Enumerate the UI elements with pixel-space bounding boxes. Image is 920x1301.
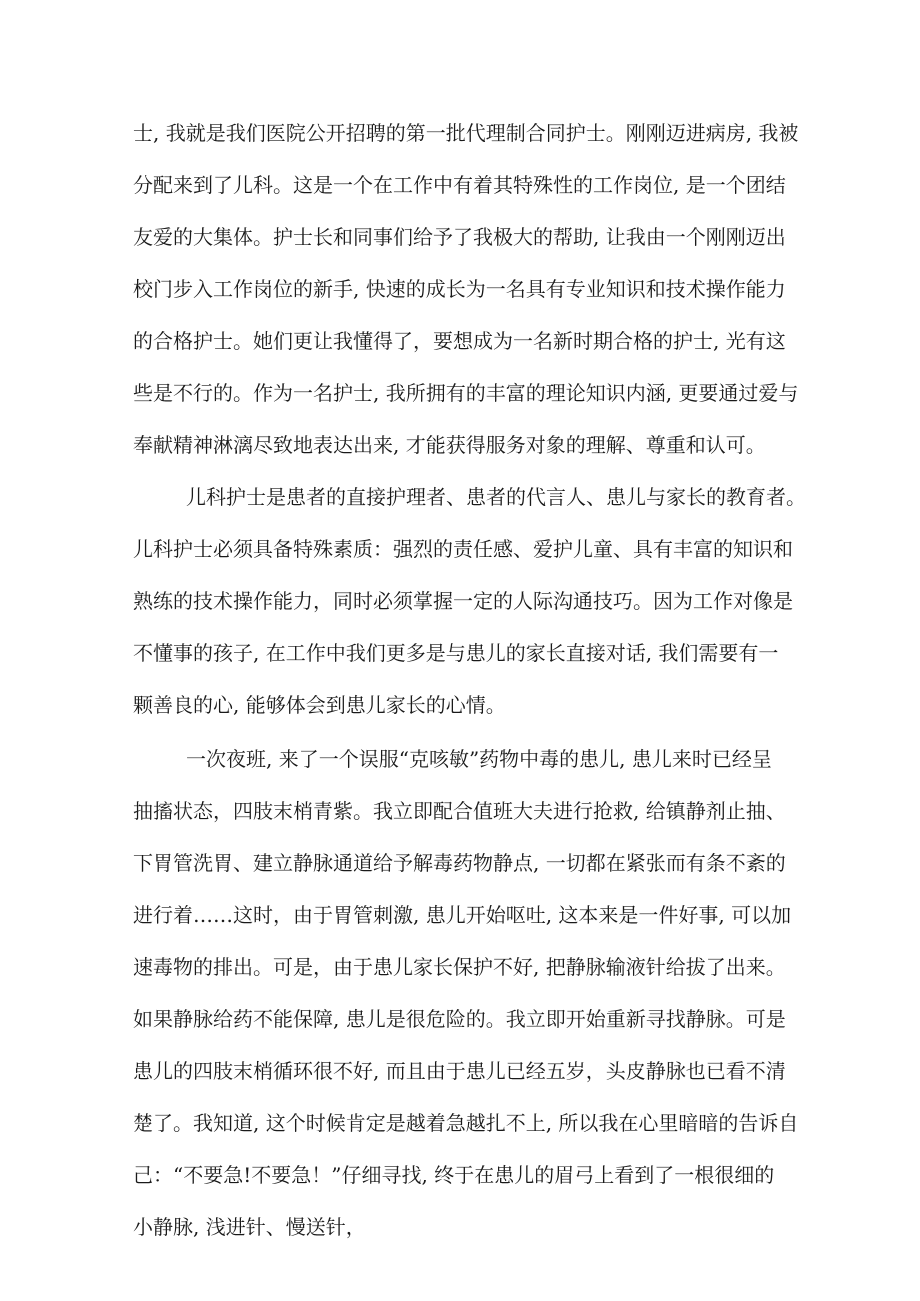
paragraph-3-line-10: 小静脉, 浅进针、慢送针， bbox=[133, 1215, 366, 1239]
paragraph-1-line-1: 士, 我就是我们医院公开招聘的第一批代理制合同护士。刚刚迈进病房, 我被 bbox=[133, 121, 799, 145]
paragraph-1-line-3: 友爱的大集体。护士长和同事们给予了我极大的帮助, 让我由一个刚刚迈出 bbox=[133, 225, 786, 249]
paragraph-1-line-6: 些是不行的。作为一名护士, 我所拥有的丰富的理论知识内涵, 更要通过爱与 bbox=[133, 381, 799, 405]
paragraph-3-line-6: 如果静脉给药不能保障, 患儿是很危险的。我立即开始重新寻找静脉。可是 bbox=[133, 1007, 786, 1031]
paragraph-2-line-1: 儿科护士是患者的直接护理者、患者的代言人、患儿与家长的教育者。 bbox=[186, 485, 806, 509]
paragraph-1-line-4: 校门步入工作岗位的新手, 快速的成长为一名具有专业知识和技术操作能力 bbox=[133, 277, 786, 301]
paragraph-2-line-5: 颗善良的心, 能够体会到患儿家长的心情。 bbox=[133, 693, 506, 717]
paragraph-3-line-3: 下胃管洗胃、建立静脉通道给予解毒药物静点, 一切都在紧张而有条不紊的 bbox=[133, 851, 786, 875]
paragraph-2-line-3: 熟练的技术操作能力，同时必须掌握一定的人际沟通技巧。因为工作对像是 bbox=[133, 589, 793, 613]
paragraph-1-line-5: 的合格护士。她们更让我懂得了，要想成为一名新时期合格的护士, 光有这 bbox=[133, 329, 786, 353]
paragraph-3-line-9: 己：“不要急!不要急！”仔细寻找, 终于在患儿的眉弓上看到了一根很细的 bbox=[133, 1163, 775, 1187]
paragraph-2-line-4: 不懂事的孩子, 在工作中我们更多是与患儿的家长直接对话, 我们需要有一 bbox=[133, 641, 779, 665]
paragraph-3-line-2: 抽搐状态，四肢末梢青紫。我立即配合值班大夫进行抢救, 给镇静剂止抽、 bbox=[133, 799, 786, 823]
paragraph-3-line-5: 速毒物的排出。可是，由于患儿家长保护不好, 把静脉输液针给拔了出来。 bbox=[133, 955, 786, 979]
paragraph-1-line-2: 分配来到了儿科。这是一个在工作中有着其特殊性的工作岗位, 是一个团结 bbox=[133, 173, 786, 197]
paragraph-3-line-4: 进行着……这时，由于胃管刺激, 患儿开始呕吐, 这本来是一件好事, 可以加 bbox=[133, 903, 792, 927]
paragraph-3-line-7: 患儿的四肢末梢循环很不好, 而且由于患儿已经五岁，头皮静脉也已看不清 bbox=[133, 1059, 786, 1083]
paragraph-3-line-1: 一次夜班, 来了一个误服“克咳敏”药物中毒的患儿, 患儿来时已经呈 bbox=[186, 747, 772, 771]
paragraph-2-line-2: 儿科护士必须具备特殊素质：强烈的责任感、爱护儿童、具有丰富的知识和 bbox=[133, 537, 793, 561]
paragraph-3-line-8: 楚了。我知道, 这个时候肯定是越着急越扎不上, 所以我在心里暗暗的告诉自 bbox=[133, 1111, 799, 1135]
paragraph-1-line-7: 奉献精神淋漓尽致地表达出来, 才能获得服务对象的理解、尊重和认可。 bbox=[133, 433, 766, 457]
